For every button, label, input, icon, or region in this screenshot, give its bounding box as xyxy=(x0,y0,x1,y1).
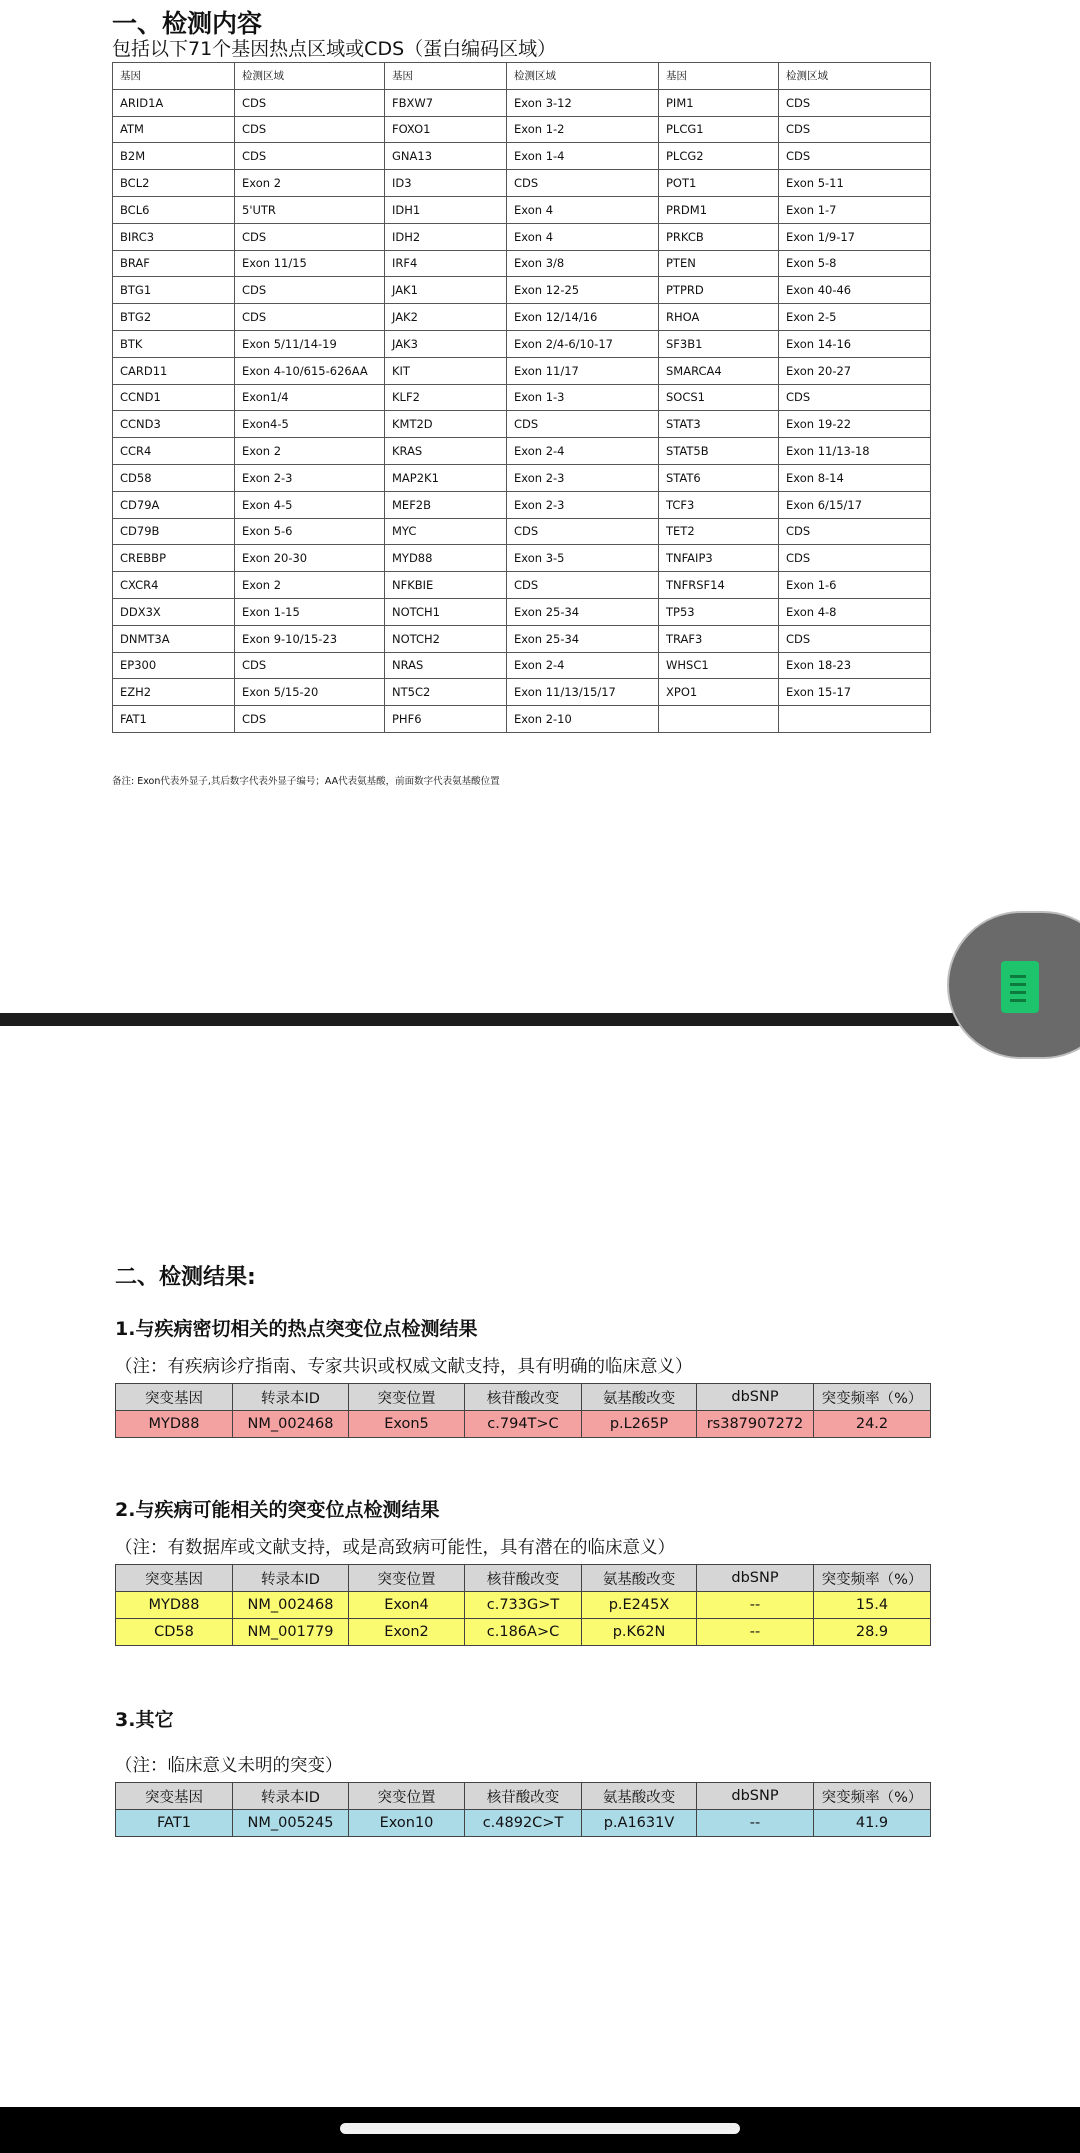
region-cell: Exon 2 xyxy=(235,572,385,599)
table-row xyxy=(113,357,931,384)
result-cell: MYD88 xyxy=(116,1592,233,1619)
gene-name-cell: IDH1 xyxy=(385,196,507,223)
results-header-cell: dbSNP xyxy=(697,1783,814,1810)
gene-name-cell: PRKCB xyxy=(659,223,779,250)
results-header-cell: 氨基酸改变 xyxy=(582,1783,697,1810)
table-row xyxy=(113,89,931,116)
region-cell: CDS xyxy=(779,518,931,545)
results-header-cell: 突变基因 xyxy=(116,1565,233,1592)
region-cell: Exon 5-6 xyxy=(235,518,385,545)
section-1-title: 一、检测内容 xyxy=(112,9,263,38)
gene-table-footnote: 备注: Exon代表外显子,其后数字代表外显子编号；AA代表氨基酸，前面数字代表氨基酸位置 xyxy=(112,776,500,787)
gene-name-cell: NOTCH1 xyxy=(385,598,507,625)
region-cell: Exon 2-10 xyxy=(507,706,659,733)
region-cell: CDS xyxy=(779,625,931,652)
table-row xyxy=(113,518,931,545)
gene-name-cell: CCND3 xyxy=(113,411,235,438)
gene-name-cell: KIT xyxy=(385,357,507,384)
gene-name-cell: JAK2 xyxy=(385,304,507,331)
result-cell: CD58 xyxy=(116,1619,233,1646)
region-cell: Exon 3-12 xyxy=(507,89,659,116)
gene-name-cell: WHSC1 xyxy=(659,652,779,679)
gene-name-cell: CD79A xyxy=(113,491,235,518)
region-cell: Exon4-5 xyxy=(235,411,385,438)
gene-name-cell: SOCS1 xyxy=(659,384,779,411)
region-cell: CDS xyxy=(235,143,385,170)
region-cell: Exon 5-11 xyxy=(779,170,931,197)
gene-name-cell: TP53 xyxy=(659,598,779,625)
region-cell: Exon 2-4 xyxy=(507,438,659,465)
gene-table-header-cell: 检测区域 xyxy=(235,63,385,90)
region-cell: Exon 11/13-18 xyxy=(779,438,931,465)
region-cell: Exon 2-3 xyxy=(235,464,385,491)
gene-name-cell: PLCG2 xyxy=(659,143,779,170)
gene-name-cell: POT1 xyxy=(659,170,779,197)
gene-name-cell: CXCR4 xyxy=(113,572,235,599)
region-cell: Exon 5/11/14-19 xyxy=(235,330,385,357)
region-cell: Exon 1-7 xyxy=(779,196,931,223)
gene-name-cell: XPO1 xyxy=(659,679,779,706)
results-header xyxy=(116,1565,931,1592)
table-row xyxy=(113,250,931,277)
gene-name-cell: KMT2D xyxy=(385,411,507,438)
region-cell: Exon 1-15 xyxy=(235,598,385,625)
results-header-cell: 突变基因 xyxy=(116,1384,233,1411)
gene-name-cell: PIM1 xyxy=(659,89,779,116)
gene-name-cell: EZH2 xyxy=(113,679,235,706)
gene-name-cell: MEF2B xyxy=(385,491,507,518)
gene-name-cell: TCF3 xyxy=(659,491,779,518)
result-cell: MYD88 xyxy=(116,1411,233,1438)
other-results-table xyxy=(115,1782,931,1837)
table-row xyxy=(116,1592,931,1619)
table-row xyxy=(113,679,931,706)
region-cell: CDS xyxy=(779,384,931,411)
region-cell: Exon 1-3 xyxy=(507,384,659,411)
gene-table-header-cell: 检测区域 xyxy=(779,63,931,90)
region-cell: Exon 3-5 xyxy=(507,545,659,572)
gene-name-cell: SF3B1 xyxy=(659,330,779,357)
table-row xyxy=(113,143,931,170)
region-cell: Exon 4-5 xyxy=(235,491,385,518)
results-header-cell: 突变基因 xyxy=(116,1783,233,1810)
region-cell: Exon 5-8 xyxy=(779,250,931,277)
results-header-cell: 氨基酸改变 xyxy=(582,1384,697,1411)
region-cell: 5'UTR xyxy=(235,196,385,223)
home-indicator[interactable] xyxy=(340,2123,740,2134)
result-cell: FAT1 xyxy=(116,1810,233,1837)
region-cell: CDS xyxy=(779,143,931,170)
gene-name-cell: PTEN xyxy=(659,250,779,277)
region-cell: Exon 25-34 xyxy=(507,625,659,652)
result-cell: -- xyxy=(697,1619,814,1646)
gene-name-cell: RHOA xyxy=(659,304,779,331)
gene-name-cell: FOXO1 xyxy=(385,116,507,143)
results-header-cell: 氨基酸改变 xyxy=(582,1565,697,1592)
gene-table-header-cell: 基因 xyxy=(113,63,235,90)
results-header-cell: 转录本ID xyxy=(233,1384,349,1411)
region-cell: Exon 11/13/15/17 xyxy=(507,679,659,706)
gene-name-cell: CD58 xyxy=(113,464,235,491)
gene-name-cell: JAK1 xyxy=(385,277,507,304)
gene-name-cell: NFKBIE xyxy=(385,572,507,599)
result-cell: p.E245X xyxy=(582,1592,697,1619)
result-cell: rs387907272 xyxy=(697,1411,814,1438)
results-header-cell: 突变位置 xyxy=(349,1565,465,1592)
region-cell: Exon 8-14 xyxy=(779,464,931,491)
results-header-cell: 转录本ID xyxy=(233,1565,349,1592)
region-cell: Exon 6/15/17 xyxy=(779,491,931,518)
table-row xyxy=(113,706,931,733)
results-header-cell: 核苷酸改变 xyxy=(465,1783,582,1810)
result-cell: c.186A>C xyxy=(465,1619,582,1646)
region-cell: Exon 1-4 xyxy=(507,143,659,170)
results-header-cell: 突变位置 xyxy=(349,1783,465,1810)
result-cell: 41.9 xyxy=(814,1810,931,1837)
result-cell: NM_002468 xyxy=(233,1592,349,1619)
region-cell: Exon 4 xyxy=(507,223,659,250)
gene-name-cell: BCL2 xyxy=(113,170,235,197)
possible-results-note: （注：有数据库或文献支持，或是高致病可能性，具有潜在的临床意义） xyxy=(115,1538,675,1558)
result-cell: p.A1631V xyxy=(582,1810,697,1837)
table-row xyxy=(113,438,931,465)
table-row xyxy=(113,572,931,599)
region-cell: Exon 4-10/615-626AA xyxy=(235,357,385,384)
gene-name-cell: MYC xyxy=(385,518,507,545)
results-header-cell: 突变频率（%） xyxy=(814,1384,931,1411)
gene-region-table xyxy=(112,62,931,733)
result-cell: NM_005245 xyxy=(233,1810,349,1837)
region-cell: Exon1/4 xyxy=(235,384,385,411)
gene-name-cell: KRAS xyxy=(385,438,507,465)
gene-name-cell: DNMT3A xyxy=(113,625,235,652)
region-cell: Exon 40-46 xyxy=(779,277,931,304)
gene-name-cell: TNFRSF14 xyxy=(659,572,779,599)
table-row xyxy=(113,304,931,331)
gene-name-cell: MAP2K1 xyxy=(385,464,507,491)
gene-name-cell: MYD88 xyxy=(385,545,507,572)
gene-name-cell: BTG2 xyxy=(113,304,235,331)
result-cell: c.4892C>T xyxy=(465,1810,582,1837)
region-cell: Exon 25-34 xyxy=(507,598,659,625)
results-header-cell: dbSNP xyxy=(697,1384,814,1411)
result-cell: -- xyxy=(697,1592,814,1619)
region-cell: Exon 11/15 xyxy=(235,250,385,277)
region-cell: CDS xyxy=(779,545,931,572)
table-row xyxy=(113,223,931,250)
region-cell: CDS xyxy=(235,89,385,116)
results-header xyxy=(116,1384,931,1411)
gene-name-cell: KLF2 xyxy=(385,384,507,411)
hotspot-results-title: 1.与疾病密切相关的热点突变位点检测结果 xyxy=(115,1318,478,1340)
gene-name-cell: CREBBP xyxy=(113,545,235,572)
region-cell: Exon 12/14/16 xyxy=(507,304,659,331)
hotspot-results-note: （注：有疾病诊疗指南、专家共识或权威文献支持，具有明确的临床意义） xyxy=(115,1357,693,1377)
region-cell: CDS xyxy=(779,116,931,143)
gene-name-cell: DDX3X xyxy=(113,598,235,625)
region-cell: Exon 3/8 xyxy=(507,250,659,277)
region-cell: Exon 18-23 xyxy=(779,652,931,679)
region-cell: Exon 9-10/15-23 xyxy=(235,625,385,652)
region-cell: CDS xyxy=(507,518,659,545)
results-header-cell: 突变位置 xyxy=(349,1384,465,1411)
gene-name-cell: IDH2 xyxy=(385,223,507,250)
table-row xyxy=(113,277,931,304)
gene-name-cell: CCND1 xyxy=(113,384,235,411)
result-cell: Exon4 xyxy=(349,1592,465,1619)
region-cell: Exon 15-17 xyxy=(779,679,931,706)
results-header-cell: 突变频率（%） xyxy=(814,1565,931,1592)
gene-name-cell: CCR4 xyxy=(113,438,235,465)
region-cell: Exon 2/4-6/10-17 xyxy=(507,330,659,357)
table-row xyxy=(113,116,931,143)
region-cell: CDS xyxy=(235,652,385,679)
gene-name-cell: PHF6 xyxy=(385,706,507,733)
region-cell xyxy=(779,706,931,733)
region-cell: Exon 4 xyxy=(507,196,659,223)
table-row xyxy=(113,196,931,223)
gene-name-cell: BTK xyxy=(113,330,235,357)
table-row xyxy=(113,598,931,625)
gene-name-cell: CD79B xyxy=(113,518,235,545)
result-cell: 24.2 xyxy=(814,1411,931,1438)
results-header xyxy=(116,1783,931,1810)
region-cell: CDS xyxy=(235,706,385,733)
gene-name-cell: ID3 xyxy=(385,170,507,197)
region-cell: Exon 20-27 xyxy=(779,357,931,384)
result-cell: Exon10 xyxy=(349,1810,465,1837)
gene-name-cell: ATM xyxy=(113,116,235,143)
region-cell: Exon 2-3 xyxy=(507,464,659,491)
results-header-cell: 突变频率（%） xyxy=(814,1783,931,1810)
gene-name-cell: BRAF xyxy=(113,250,235,277)
region-cell: Exon 12-25 xyxy=(507,277,659,304)
region-cell: CDS xyxy=(235,223,385,250)
region-cell: Exon 2-4 xyxy=(507,652,659,679)
region-cell: Exon 14-16 xyxy=(779,330,931,357)
region-cell: Exon 4-8 xyxy=(779,598,931,625)
result-cell: -- xyxy=(697,1810,814,1837)
gene-table-header-cell: 基因 xyxy=(385,63,507,90)
gene-name-cell: TET2 xyxy=(659,518,779,545)
table-row xyxy=(113,545,931,572)
result-cell: Exon5 xyxy=(349,1411,465,1438)
gene-name-cell: GNA13 xyxy=(385,143,507,170)
gene-name-cell: PLCG1 xyxy=(659,116,779,143)
result-cell: NM_002468 xyxy=(233,1411,349,1438)
gene-name-cell: BIRC3 xyxy=(113,223,235,250)
possible-results-table xyxy=(115,1564,931,1646)
region-cell: CDS xyxy=(507,411,659,438)
result-cell: Exon2 xyxy=(349,1619,465,1646)
hotspot-results-table xyxy=(115,1383,931,1438)
result-cell: NM_001779 xyxy=(233,1619,349,1646)
region-cell: CDS xyxy=(235,304,385,331)
gene-table-header-cell: 基因 xyxy=(659,63,779,90)
region-cell: Exon 2 xyxy=(235,438,385,465)
gene-name-cell: FAT1 xyxy=(113,706,235,733)
gene-name-cell: FBXW7 xyxy=(385,89,507,116)
gene-name-cell: NT5C2 xyxy=(385,679,507,706)
table-row xyxy=(113,652,931,679)
gene-name-cell: PRDM1 xyxy=(659,196,779,223)
gene-name-cell: STAT5B xyxy=(659,438,779,465)
table-row xyxy=(113,330,931,357)
gene-table-header-cell: 检测区域 xyxy=(507,63,659,90)
gene-name-cell: JAK3 xyxy=(385,330,507,357)
result-cell: p.L265P xyxy=(582,1411,697,1438)
table-row xyxy=(116,1411,931,1438)
region-cell: CDS xyxy=(507,572,659,599)
gene-name-cell: STAT6 xyxy=(659,464,779,491)
gene-name-cell: ARID1A xyxy=(113,89,235,116)
region-cell: Exon 2 xyxy=(235,170,385,197)
table-row xyxy=(113,491,931,518)
table-row xyxy=(116,1619,931,1646)
table-row xyxy=(113,384,931,411)
gene-name-cell: B2M xyxy=(113,143,235,170)
gene-name-cell: NRAS xyxy=(385,652,507,679)
region-cell: Exon 1-6 xyxy=(779,572,931,599)
results-header-cell: dbSNP xyxy=(697,1565,814,1592)
region-cell: CDS xyxy=(235,116,385,143)
region-cell: Exon 2-3 xyxy=(507,491,659,518)
table-row xyxy=(116,1810,931,1837)
result-cell: c.733G>T xyxy=(465,1592,582,1619)
gene-name-cell xyxy=(659,706,779,733)
results-header-cell: 核苷酸改变 xyxy=(465,1384,582,1411)
other-results-note: （注：临床意义未明的突变） xyxy=(115,1756,343,1776)
table-row xyxy=(113,170,931,197)
section-1-subtitle: 包括以下71个基因热点区域或CDS（蛋白编码区域） xyxy=(112,38,557,60)
results-header-cell: 核苷酸改变 xyxy=(465,1565,582,1592)
region-cell: Exon 19-22 xyxy=(779,411,931,438)
possible-results-title: 2.与疾病可能相关的突变位点检测结果 xyxy=(115,1499,440,1521)
table-row xyxy=(113,625,931,652)
page-divider-bar xyxy=(0,1013,1080,1026)
table-row xyxy=(113,464,931,491)
region-cell: Exon 11/17 xyxy=(507,357,659,384)
gene-name-cell: PTPRD xyxy=(659,277,779,304)
gene-name-cell: CARD11 xyxy=(113,357,235,384)
region-cell: Exon 2-5 xyxy=(779,304,931,331)
region-cell: Exon 5/15-20 xyxy=(235,679,385,706)
document-icon[interactable] xyxy=(1001,961,1039,1013)
result-cell: 28.9 xyxy=(814,1619,931,1646)
result-cell: c.794T>C xyxy=(465,1411,582,1438)
result-cell: p.K62N xyxy=(582,1619,697,1646)
region-cell: Exon 20-30 xyxy=(235,545,385,572)
region-cell: Exon 1/9-17 xyxy=(779,223,931,250)
gene-name-cell: STAT3 xyxy=(659,411,779,438)
gene-name-cell: BCL6 xyxy=(113,196,235,223)
gene-name-cell: TNFAIP3 xyxy=(659,545,779,572)
region-cell: CDS xyxy=(779,89,931,116)
region-cell: Exon 1-2 xyxy=(507,116,659,143)
region-cell: CDS xyxy=(235,277,385,304)
region-cell: CDS xyxy=(507,170,659,197)
gene-table-header xyxy=(113,63,931,90)
gene-name-cell: IRF4 xyxy=(385,250,507,277)
other-results-title: 3.其它 xyxy=(115,1709,174,1731)
gene-name-cell: EP300 xyxy=(113,652,235,679)
table-row xyxy=(113,411,931,438)
result-cell: 15.4 xyxy=(814,1592,931,1619)
results-header-cell: 转录本ID xyxy=(233,1783,349,1810)
gene-name-cell: NOTCH2 xyxy=(385,625,507,652)
gene-name-cell: BTG1 xyxy=(113,277,235,304)
section-2-title: 二、检测结果: xyxy=(115,1265,256,1290)
gene-name-cell: TRAF3 xyxy=(659,625,779,652)
gene-name-cell: SMARCA4 xyxy=(659,357,779,384)
